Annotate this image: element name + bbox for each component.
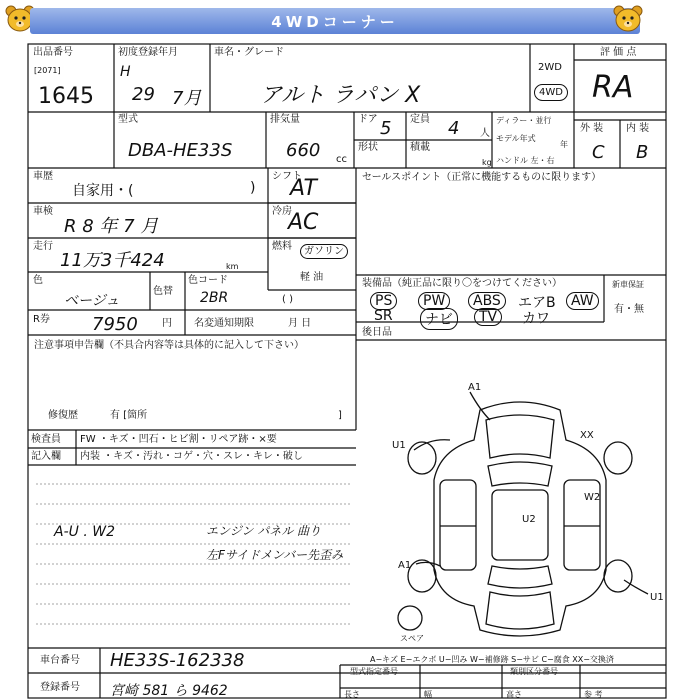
equipment-label: 装備品（純正品に限り〇をつけてください）	[362, 278, 562, 289]
equip-ps-circled: PS	[370, 292, 397, 310]
car-name-label: 車名・グレード	[214, 47, 284, 58]
era-value: H	[120, 64, 131, 80]
handle-label: ハンドル 左・右	[496, 156, 555, 165]
fuel-label: 燃料	[272, 241, 292, 252]
reference-label: 参 考	[584, 690, 603, 699]
new-car-warranty-value: 有・無	[614, 304, 644, 315]
history-label: 車歴	[33, 171, 53, 182]
recycle-label: R券	[33, 314, 50, 325]
drive-4wd-circled: 4WD	[534, 84, 568, 101]
aircon-value: AC	[288, 210, 319, 235]
score-label: 評 価 点	[600, 47, 637, 58]
damage-u1-left: U1	[392, 440, 406, 451]
model-value: DBA-HE33S	[128, 140, 233, 161]
person-unit: 人	[480, 128, 490, 139]
displacement-value: 660	[286, 140, 321, 161]
chassis-value: HE33S-162338	[110, 650, 245, 671]
lot-sub-code: [2071]	[34, 66, 61, 75]
color-change-label: 色替	[153, 286, 173, 297]
capacity-label: 定員	[410, 114, 430, 125]
capacity-value: 4	[448, 118, 460, 139]
inspector-items: FW ・キズ・凹石・ヒビ割・リペア跡・×要	[80, 434, 277, 445]
damage-w2: W2	[584, 492, 601, 503]
note-line-1: A-U . W2	[54, 524, 115, 540]
mileage-label: 走行	[33, 241, 53, 252]
score-value: RA	[592, 70, 634, 105]
aircon-label: 冷房	[272, 206, 292, 217]
dealer-label: ディラー・並行	[496, 116, 552, 125]
yen-unit: 円	[162, 318, 172, 329]
new-car-warranty-label: 新車保証	[612, 280, 644, 289]
note-line-2: エンジン パネル 曲り	[206, 524, 322, 538]
repair-history-close: ]	[338, 410, 342, 421]
shape-label: 形状	[358, 142, 378, 153]
equip-abs-circled: ABS	[468, 292, 506, 310]
equip-pw-circled: PW	[418, 292, 450, 310]
banner-title: 4WDコーナー	[271, 12, 399, 31]
color-value: ベージュ	[64, 293, 120, 309]
shift-value: AT	[290, 176, 317, 201]
first-registration-label: 初度登録年月	[118, 47, 178, 58]
damage-a1-top: A1	[468, 382, 482, 393]
model-year-label: モデル年式	[496, 134, 536, 143]
designation-label: 型式指定番号	[350, 667, 398, 676]
year-suffix: 年	[560, 140, 568, 149]
notes-title: 注意事項申告欄（不具合内容等は具体的に記入して下さい）	[34, 340, 304, 351]
cc-unit: cc	[336, 154, 347, 165]
damage-legend: A−キズ E−エクボ U−凹み W−補修跡 S−サビ C−腐食 XX−交換済	[370, 655, 614, 664]
chassis-label: 車台番号	[40, 655, 80, 666]
history-value: 自家用・(	[72, 183, 134, 199]
repair-history-label: 修復歴	[48, 410, 78, 421]
displacement-label: 排気量	[270, 114, 300, 125]
entry-items: 内装 ・キズ・汚れ・コゲ・穴・スレ・キレ・破し	[80, 451, 303, 462]
shift-label: シフト	[272, 171, 302, 182]
equip-aw-circled: AW	[566, 292, 599, 310]
registration-label: 登録番号	[40, 682, 80, 693]
inspection-label: 車検	[33, 206, 53, 217]
inspector-label: 検査員	[31, 434, 61, 445]
damage-xx: XX	[580, 430, 594, 441]
equip-sr: SR	[374, 308, 393, 324]
sales-point-label: セールスポイント（正常に機能するものに限ります）	[362, 172, 602, 183]
width-label: 幅	[424, 690, 432, 699]
kg-unit: kg	[482, 158, 492, 167]
lot-number: 1645	[38, 84, 94, 109]
registration-value: 宮崎 581 ら 9462	[110, 683, 228, 699]
category-label: 類別区分番号	[510, 667, 558, 676]
drive-2wd-label: 2WD	[538, 62, 562, 73]
load-label: 積載	[410, 142, 430, 153]
exterior-label: 外 装	[580, 123, 604, 134]
later-items-label: 後日品	[362, 327, 392, 338]
name-change-label: 名変通知期限	[194, 318, 254, 329]
history-close: )	[250, 180, 256, 196]
color-code-value: 2BR	[200, 290, 229, 306]
name-change-date: 月 日	[288, 318, 312, 329]
doors-value: 5	[380, 118, 392, 139]
car-name-value: アルト ラパン X	[260, 83, 421, 108]
fuel-diesel: 軽 油	[300, 272, 324, 283]
car-damage-diagram	[380, 380, 660, 650]
color-label: 色	[33, 275, 43, 286]
lot-number-label: 出品番号	[33, 47, 73, 58]
repair-history-value: 有 [箇所	[110, 410, 148, 421]
color-code-label: 色コード	[188, 275, 228, 286]
model-label: 型式	[118, 114, 138, 125]
mileage-value: 11万3千424	[60, 250, 165, 271]
equip-navi-circled: ナビ	[420, 308, 458, 330]
inspection-value: R 8 年 7 月	[64, 216, 159, 237]
length-label: 長さ	[344, 690, 360, 699]
damage-a1-bottom: A1	[398, 560, 412, 571]
equip-leather: カワ	[522, 311, 550, 327]
interior-label: 内 装	[626, 123, 650, 134]
recycle-value: 7950	[92, 314, 138, 335]
damage-u2: U2	[522, 514, 536, 525]
interior-grade: B	[636, 142, 649, 163]
entry-label: 記入欄	[31, 451, 61, 462]
exterior-grade: C	[592, 142, 605, 163]
doors-label: ドア	[358, 114, 378, 125]
damage-u1-right: U1	[650, 592, 664, 603]
equip-airbag: エアB	[518, 295, 556, 311]
height-label: 高さ	[506, 690, 522, 699]
fuel-other-paren: ( )	[282, 294, 293, 305]
reg-month-value: 7月	[172, 88, 202, 109]
spare-label: スペア	[400, 634, 424, 643]
equip-tv-circled: TV	[474, 308, 502, 326]
reg-year-value: 29	[132, 84, 155, 105]
note-line-3: 左Fサイドメンバー先歪み	[206, 548, 344, 562]
fuel-gasoline-circled: ガソリン	[300, 244, 348, 259]
km-unit: km	[226, 262, 239, 271]
